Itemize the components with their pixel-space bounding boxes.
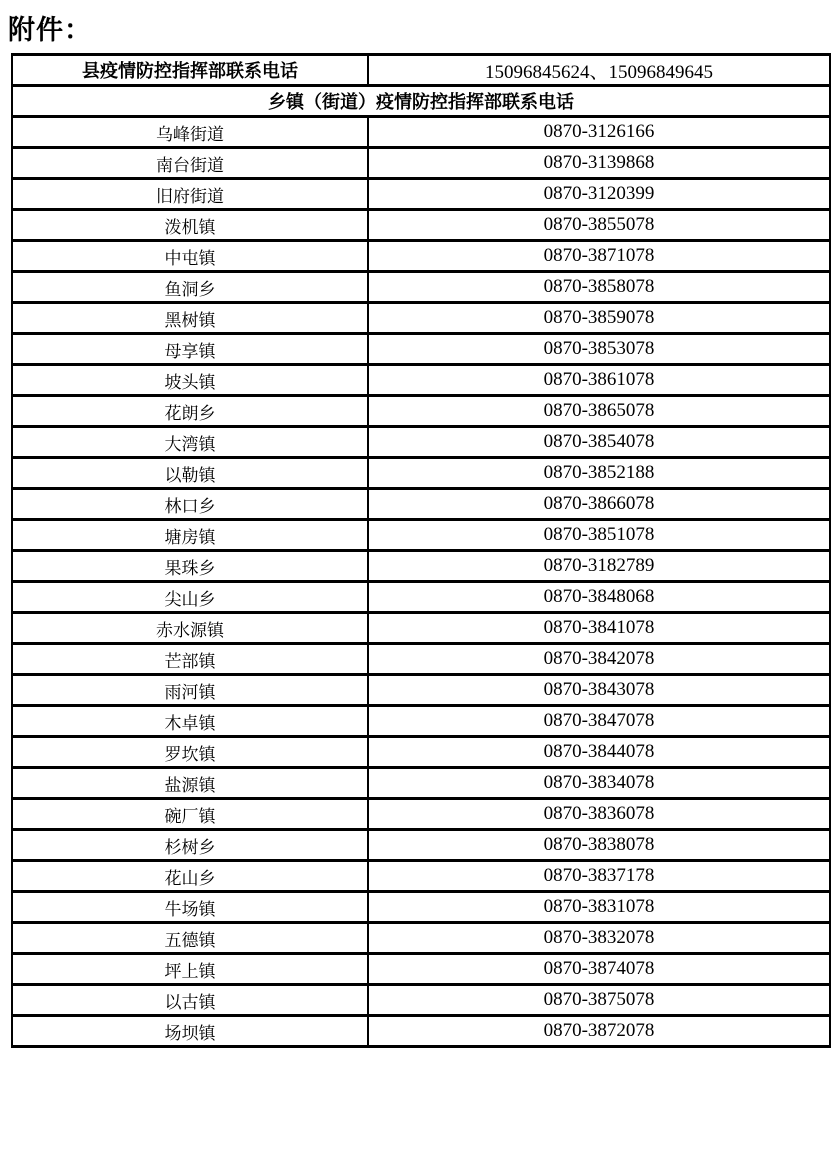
table-row — [12, 644, 830, 675]
table-row — [12, 396, 830, 427]
phone-cell: 0870-3874078 — [368, 954, 830, 985]
table-row — [12, 1016, 830, 1047]
table-row — [12, 892, 830, 923]
town-name-cell: 中屯镇 — [12, 241, 368, 272]
town-name-cell: 雨河镇 — [12, 675, 368, 706]
table-row — [12, 427, 830, 458]
town-name-cell: 花朗乡 — [12, 396, 368, 427]
table-row — [12, 737, 830, 768]
table-row — [12, 148, 830, 179]
town-name-cell: 乌峰街道 — [12, 117, 368, 148]
table-row — [12, 179, 830, 210]
table-row — [12, 272, 830, 303]
table-row — [12, 489, 830, 520]
phone-cell: 0870-3120399 — [368, 179, 830, 210]
town-name-cell: 碗厂镇 — [12, 799, 368, 830]
town-name-cell: 泼机镇 — [12, 210, 368, 241]
town-name-cell: 旧府街道 — [12, 179, 368, 210]
phone-cell: 0870-3843078 — [368, 675, 830, 706]
table-row — [12, 551, 830, 582]
county-hq-label: 县疫情防控指挥部联系电话 — [12, 55, 368, 86]
town-name-cell: 林口乡 — [12, 489, 368, 520]
table-row — [12, 923, 830, 954]
table-row — [12, 613, 830, 644]
table-row — [12, 954, 830, 985]
phone-cell: 0870-3847078 — [368, 706, 830, 737]
phone-cell: 0870-3858078 — [368, 272, 830, 303]
town-name-cell: 尖山乡 — [12, 582, 368, 613]
town-name-cell: 塘房镇 — [12, 520, 368, 551]
phone-cell: 0870-3834078 — [368, 768, 830, 799]
attachment-label: 附件： — [8, 15, 92, 45]
table-row — [12, 210, 830, 241]
town-name-cell: 盐源镇 — [12, 768, 368, 799]
phone-cell: 0870-3844078 — [368, 737, 830, 768]
town-name-cell: 大湾镇 — [12, 427, 368, 458]
phone-cell: 0870-3865078 — [368, 396, 830, 427]
table-row — [12, 675, 830, 706]
phone-cell: 0870-3853078 — [368, 334, 830, 365]
table-row — [12, 768, 830, 799]
phone-cell: 0870-3838078 — [368, 830, 830, 861]
phone-cell: 0870-3841078 — [368, 613, 830, 644]
table-row — [12, 365, 830, 396]
town-name-cell: 鱼洞乡 — [12, 272, 368, 303]
county-hq-phones: 15096845624、15096849645 — [368, 55, 830, 86]
town-name-cell: 木卓镇 — [12, 706, 368, 737]
town-name-cell: 牛场镇 — [12, 892, 368, 923]
town-name-cell: 黑树镇 — [12, 303, 368, 334]
phone-cell: 0870-3871078 — [368, 241, 830, 272]
town-name-cell: 杉树乡 — [12, 830, 368, 861]
table-row — [12, 520, 830, 551]
town-name-cell: 以勒镇 — [12, 458, 368, 489]
phone-cell: 0870-3852188 — [368, 458, 830, 489]
phone-cell: 0870-3836078 — [368, 799, 830, 830]
town-name-cell: 母享镇 — [12, 334, 368, 365]
phone-cell: 0870-3832078 — [368, 923, 830, 954]
town-name-cell: 芒部镇 — [12, 644, 368, 675]
table-row — [12, 985, 830, 1016]
phone-cell: 0870-3861078 — [368, 365, 830, 396]
phone-cell: 0870-3875078 — [368, 985, 830, 1016]
section-header-row — [12, 86, 830, 117]
town-name-cell: 坪上镇 — [12, 954, 368, 985]
town-name-cell: 果珠乡 — [12, 551, 368, 582]
table-row — [12, 303, 830, 334]
phone-cell: 0870-3848068 — [368, 582, 830, 613]
township-section-header: 乡镇（街道）疫情防控指挥部联系电话 — [12, 86, 830, 117]
table-row — [12, 117, 830, 148]
town-name-cell: 花山乡 — [12, 861, 368, 892]
town-name-cell: 赤水源镇 — [12, 613, 368, 644]
phone-cell: 0870-3831078 — [368, 892, 830, 923]
phone-cell: 0870-3859078 — [368, 303, 830, 334]
table-row — [12, 706, 830, 737]
town-name-cell: 以古镇 — [12, 985, 368, 1016]
phone-cell: 0870-3139868 — [368, 148, 830, 179]
table-row — [12, 458, 830, 489]
phone-cell: 0870-3855078 — [368, 210, 830, 241]
phone-cell: 0870-3866078 — [368, 489, 830, 520]
town-name-cell: 罗坎镇 — [12, 737, 368, 768]
table-row — [12, 799, 830, 830]
phone-cell: 0870-3851078 — [368, 520, 830, 551]
town-name-cell: 南台街道 — [12, 148, 368, 179]
phone-cell: 0870-3854078 — [368, 427, 830, 458]
table-row — [12, 582, 830, 613]
town-name-cell: 坡头镇 — [12, 365, 368, 396]
town-name-cell: 场坝镇 — [12, 1016, 368, 1047]
phone-cell: 0870-3842078 — [368, 644, 830, 675]
phone-cell: 0870-3126166 — [368, 117, 830, 148]
town-name-cell: 五德镇 — [12, 923, 368, 954]
county-contact-row — [12, 55, 830, 86]
contact-table — [11, 53, 831, 1048]
table-row — [12, 334, 830, 365]
phone-cell: 0870-3837178 — [368, 861, 830, 892]
phone-cell: 0870-3872078 — [368, 1016, 830, 1047]
phone-cell: 0870-3182789 — [368, 551, 830, 582]
table-row — [12, 861, 830, 892]
table-row — [12, 830, 830, 861]
table-row — [12, 241, 830, 272]
